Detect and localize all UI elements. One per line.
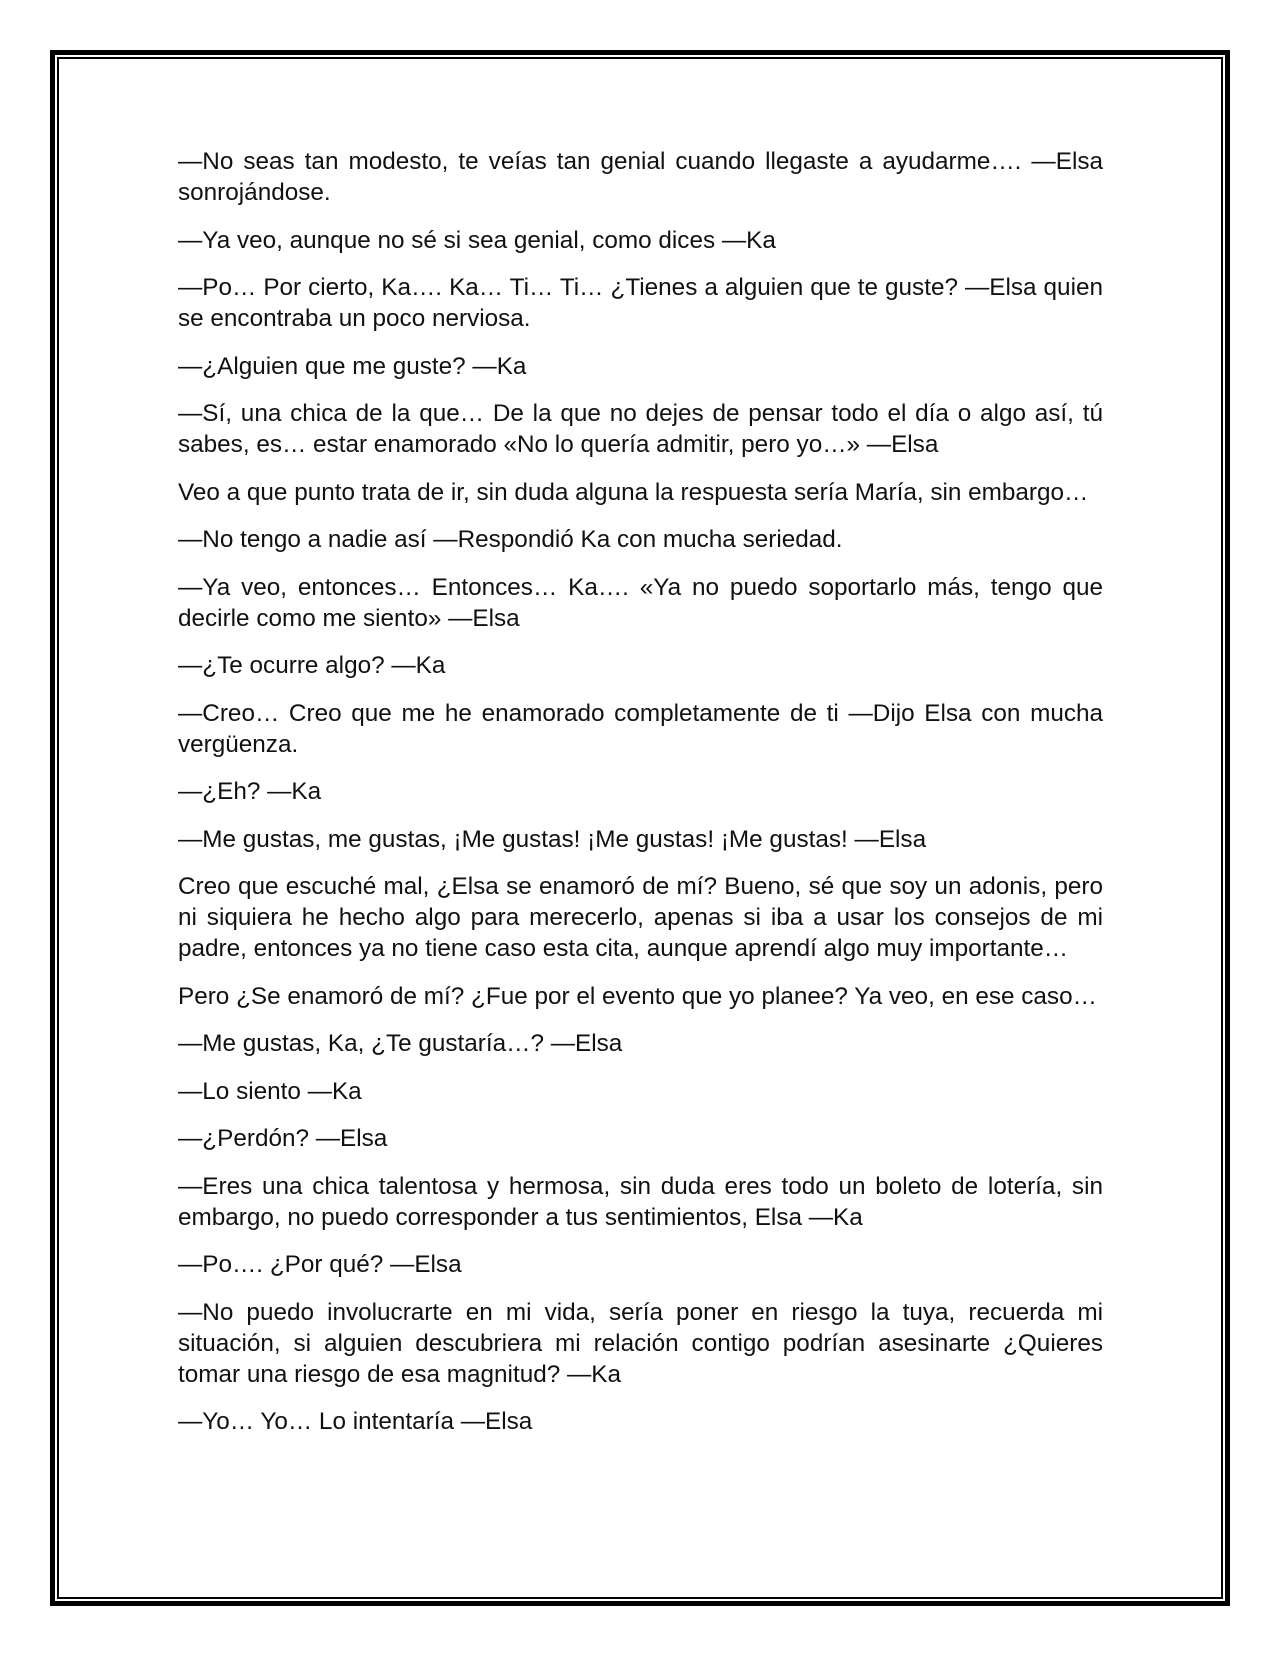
paragraph: —¿Eh? —Ka — [178, 778, 322, 805]
paragraph: —¿Alguien que me guste? —Ka — [178, 352, 527, 380]
paragraph: —Creo… Creo que me he enamorado completamente de ti —Dijo Elsa con mucha vergüenza. — [178, 699, 1103, 758]
paragraph: Veo a que punto trata de ir, sin duda alguna la respuesta sería María, sin embargo… — [178, 478, 1089, 506]
paragraph: —Yo… Yo… Lo intentaría —Elsa — [178, 1408, 533, 1435]
paragraph: —Me gustas, me gustas, ¡Me gustas! ¡Me gustas! ¡Me gustas! —Elsa — [178, 825, 927, 853]
paragraph: Pero ¿Se enamoró de mí? ¿Fue por el evento que yo planee? Ya veo, en ese caso… — [178, 982, 1097, 1010]
paragraph: —Eres una chica talentosa y hermosa, sin duda eres todo un boleto de lotería, sin embargo, no puedo corresponder a tus sentimientos, Elsa —Ka — [178, 1172, 1103, 1231]
paragraph: —Ya veo, aunque no sé si sea genial, como dices —Ka — [178, 226, 776, 254]
paragraph: —¿Perdón? —Elsa — [178, 1125, 388, 1152]
paragraph: —Sí, una chica de la que… De la que no dejes de pensar todo el día o algo así, tú sabes, es… estar enamorado «No lo quería admitir, pero yo…» —Elsa — [178, 400, 1103, 458]
paragraph: —No puedo involucrarte en mi vida, sería poner en riesgo la tuya, recuerda mi situación, si alguien descubriera mi relación contigo podrían asesinarte ¿Quieres tomar una riesgo de esa magnitud? —Ka — [178, 1298, 1103, 1388]
paragraph: —No tengo a nadie así —Respondió Ka con mucha seriedad. — [178, 526, 843, 553]
paragraph: —¿Te ocurre algo? —Ka — [178, 652, 446, 679]
paragraph: —Me gustas, Ka, ¿Te gustaría…? —Elsa — [178, 1030, 623, 1057]
paragraph: Creo que escuché mal, ¿Elsa se enamoró de mí? Bueno, sé que soy un adonis, pero ni siquiera he hecho algo para merecerlo, apenas si iba a usar los consejos de mi padre, entonces ya no tiene caso esta cita, aunque aprendí algo muy importante… — [178, 873, 1103, 962]
paragraph: —Ya veo, entonces… Entonces… Ka…. «Ya no puedo soportarlo más, tengo que decirle como me siento» —Elsa — [178, 573, 1103, 632]
paragraph: —Po… Por cierto, Ka…. Ka… Ti… Ti… ¿Tienes a alguien que te guste? —Elsa quien se encontraba un poco nerviosa. — [178, 274, 1103, 332]
page-body — [178, 146, 1103, 1454]
paragraph: —No seas tan modesto, te veías tan genial cuando llegaste a ayudarme…. —Elsa sonrojándose. — [178, 148, 1103, 206]
paragraph: —Lo siento —Ka — [178, 1077, 362, 1105]
paragraph: —Po…. ¿Por qué? —Elsa — [178, 1251, 462, 1278]
